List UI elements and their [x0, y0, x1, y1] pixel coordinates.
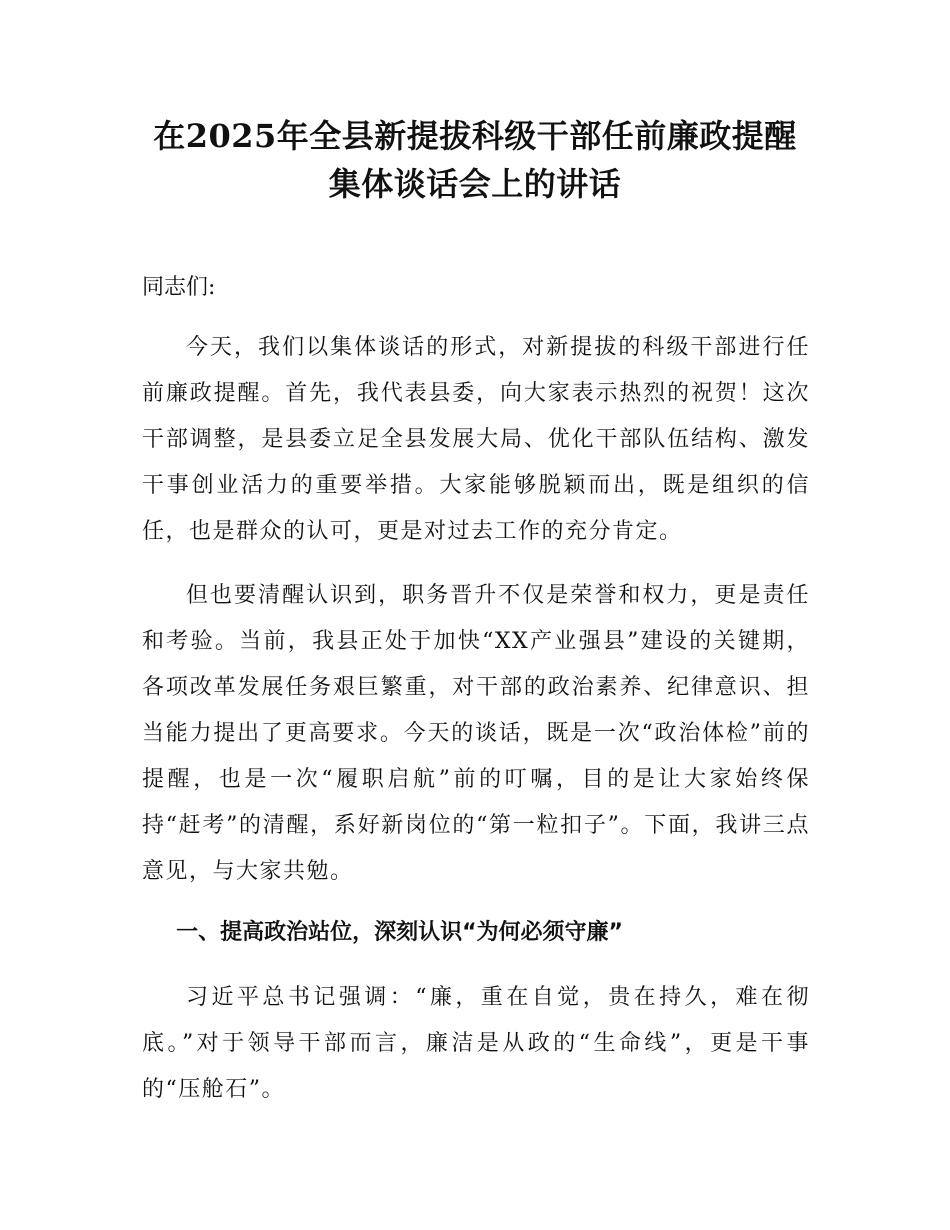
document-title [120, 112, 830, 208]
paragraph-section-1: 习近平总书记强调：“廉，重在自觉，贵在持久，难在彻底。”对于领导干部而言，廉洁是从政的“生命线”，更是干事的“压舱石”。 [142, 985, 810, 1102]
document-body [142, 268, 810, 1131]
title-line-1: 在2025年全县新提拔科级干部任前廉政提醒 [153, 117, 797, 155]
paragraph-context: 但也要清醒认识到，职务晋升不仅是荣誉和权力，更是责任和考验。当前，我县正处于加快“XX产业强县”建设的关键期，各项改革发展任务艰巨繁重，对干部的政治素养、纪律意识、担当能力提出了更高要求。今天的谈话，既是一次“政治体检”前的提醒，也是一次“履职启航”前的叮嘱，目的是让大家始终保持“赶考”的清醒，系好新岗位的“第一粒扣子”。下面，我讲三点意见，与大家共勉。 [142, 583, 810, 884]
paragraph-intro: 今天，我们以集体谈话的形式，对新提拔的科级干部进行任前廉政提醒。首先，我代表县委，向大家表示热烈的祝贺！这次干部调整，是县委立足全县发展大局、优化干部队伍结构、激发干事创业活力的重要举措。大家能够脱颖而出，既是组织的信任，也是群众的认可，更是对过去工作的充分肯定。 [142, 335, 810, 544]
title-line-2: 集体谈话会上的讲话 [328, 165, 622, 203]
section-heading-1: 一、提高政治站位，深刻认识“为何必须守廉” [176, 920, 624, 945]
salutation: 同志们: [142, 275, 216, 300]
